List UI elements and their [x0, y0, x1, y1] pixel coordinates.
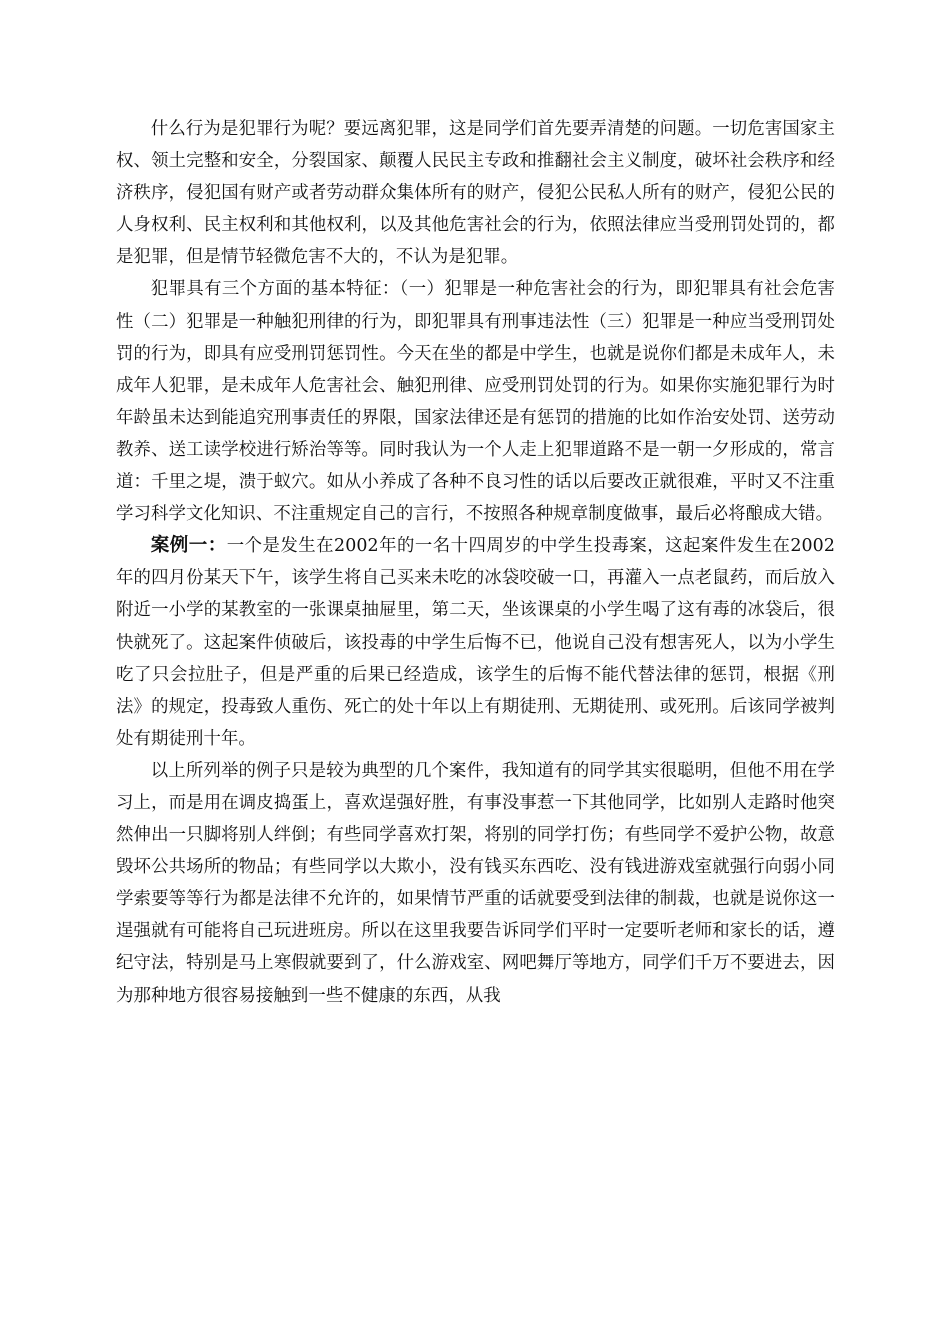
case-label: 案例一：	[150, 535, 227, 557]
paragraph-text: 以上所列举的例子只是较为典型的几个案件，我知道有的同学其实很聪明，但他不用在学习上，而是用在调皮捣蛋上，喜欢逞强好胜，有事没事惹一下其他同学，比如别人走路时他突然伸出一只脚将别人绊倒；有些同学喜欢打架，将别的同学打伤；有些同学不爱护公物，故意毁坏公共场所的物品；有些同学以大欺小，没有钱买东西吃、没有钱进游戏室就强行向弱小同学索要等等行为都是法律不允许的，如果情节严重的话就要受到法律的制裁，也就是说你这一逞强就有可能将自己玩进班房。所以在这里我要告诉同学们平时一定要听老师和家长的话，遵纪守法，特别是马上寒假就要到了，什么游戏室、网吧舞厅等地方，同学们千万不要进去，因为那种地方很容易接触到一些不健康的东西，从我	[116, 760, 835, 1006]
paragraph-characteristics	[116, 273, 835, 530]
paragraph-text: 什么行为是犯罪行为呢？要远离犯罪，这是同学们首先要弄清楚的问题。一切危害国家主权、领土完整和安全，分裂国家、颠覆人民民主专政和推翻社会主义制度，破坏社会秩序和经济秩序，侵犯国有财产或者劳动群众集体所有的财产，侵犯公民私人所有的财产，侵犯公民的人身权利、民主权利和其他权利，以及其他危害社会的行为，依照法律应当受刑罚处罚的，都是犯罪，但是情节轻微危害不大的，不认为是犯罪。	[116, 119, 835, 268]
paragraph-text: 一个是发生在2002年的一名十四周岁的中学生投毒案，这起案件发生在2002年的四月份某天下午，该学生将自己买来未吃的冰袋咬破一口，再灌入一点老鼠药，而后放入附近一小学的某教室的一张课桌抽屉里，第二天，坐该课桌的小学生喝了这有毒的冰袋后，很快就死了。这起案件侦破后，该投毒的中学生后悔不已，他说自己没有想害死人，以为小学生吃了只会拉肚子，但是严重的后果已经造成，该学生的后悔不能代替法律的惩罚，根据《刑法》的规定，投毒致人重伤、死亡的处十年以上有期徒刑、无期徒刑、或死刑。后该同学被判处有期徒刑十年。	[116, 536, 836, 749]
paragraph-case-one	[116, 530, 835, 755]
paragraph-advice	[116, 755, 835, 1012]
paragraph-text: 犯罪具有三个方面的基本特征：（一）犯罪是一种危害社会的行为，即犯罪具有社会危害性（二）犯罪是一种触犯刑律的行为，即犯罪具有刑事违法性（三）犯罪是一种应当受刑罚处罚的行为，即具有应受刑罚惩罚性。今天在坐的都是中学生，也就是说你们都是未成年人，未成年人犯罪，是未成年人危害社会、触犯刑律、应受刑罚处罚的行为。如果你实施犯罪行为时年龄虽未达到能追究刑事责任的界限，国家法律还是有惩罚的措施的比如作治安处罚、送劳动教养、送工读学校进行矫治等等。同时我认为一个人走上犯罪道路不是一朝一夕形成的，常言道：千里之堤，溃于蚁穴。如从小养成了各种不良习性的话以后要改正就很难，平时又不注重学习科学文化知识、不注重规定自己的言行，不按照各种规章制度做事，最后必将酿成大错。	[116, 279, 835, 525]
paragraph-definition	[116, 113, 835, 273]
